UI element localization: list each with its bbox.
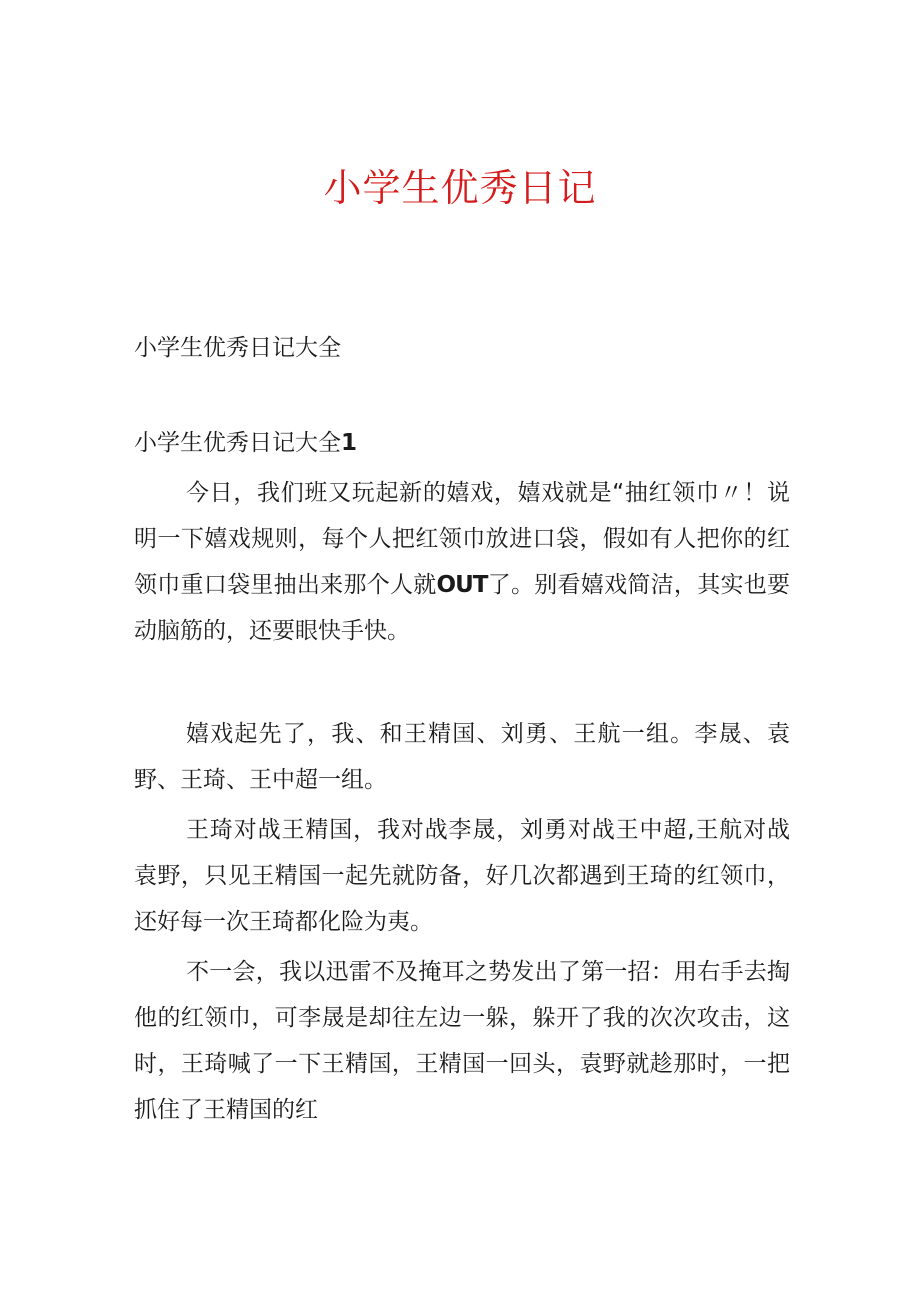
paragraph-3: 王琦对战王精国，我对战李晟，刘勇对战王中超,王航对战袁野，只见王精国一起先就防备，好几次都遇到王琦的红领巾，还好每一次王琦都化险为夷。 (134, 817, 790, 935)
section-heading: 小学生优秀日记大全 (134, 335, 341, 361)
paragraph-1 (134, 470, 790, 654)
paragraph-2: 嬉戏起先了，我、和王精国、刘勇、王航一组。李晟、袁野、王琦、王中超一组。 (134, 721, 790, 793)
subsection-heading (134, 426, 357, 460)
subsection-heading-text: 小学生优秀日记大全 (134, 430, 341, 456)
paragraph-1-bold-word: OUT (436, 572, 488, 598)
paragraph-4: 不一会，我以迅雷不及掩耳之势发出了第一招：用右手去掏他的红领巾，可李晟是却往左边一躲，躲开了我的次次攻击，这时，王琦喊了一下王精国，王精国一回头，袁野就趁那时，一把抓住了王精国的红 (134, 959, 790, 1123)
paragraph-1-text-b: 了。别看嬉戏简洁，其实也要动脑筋的，还要眼快手快。 (134, 572, 791, 644)
paragraph-1-text-a: 今日，我们班又玩起新的嬉戏，嬉戏就是“抽红领巾〃！说明一下嬉戏规则，每个人把红领巾放进口袋，假如有人把你的红领巾重口袋里抽出来那个人就 (134, 480, 790, 598)
document-title: 小学生优秀日记 (323, 166, 597, 210)
subsection-heading-number: 1 (341, 430, 358, 456)
